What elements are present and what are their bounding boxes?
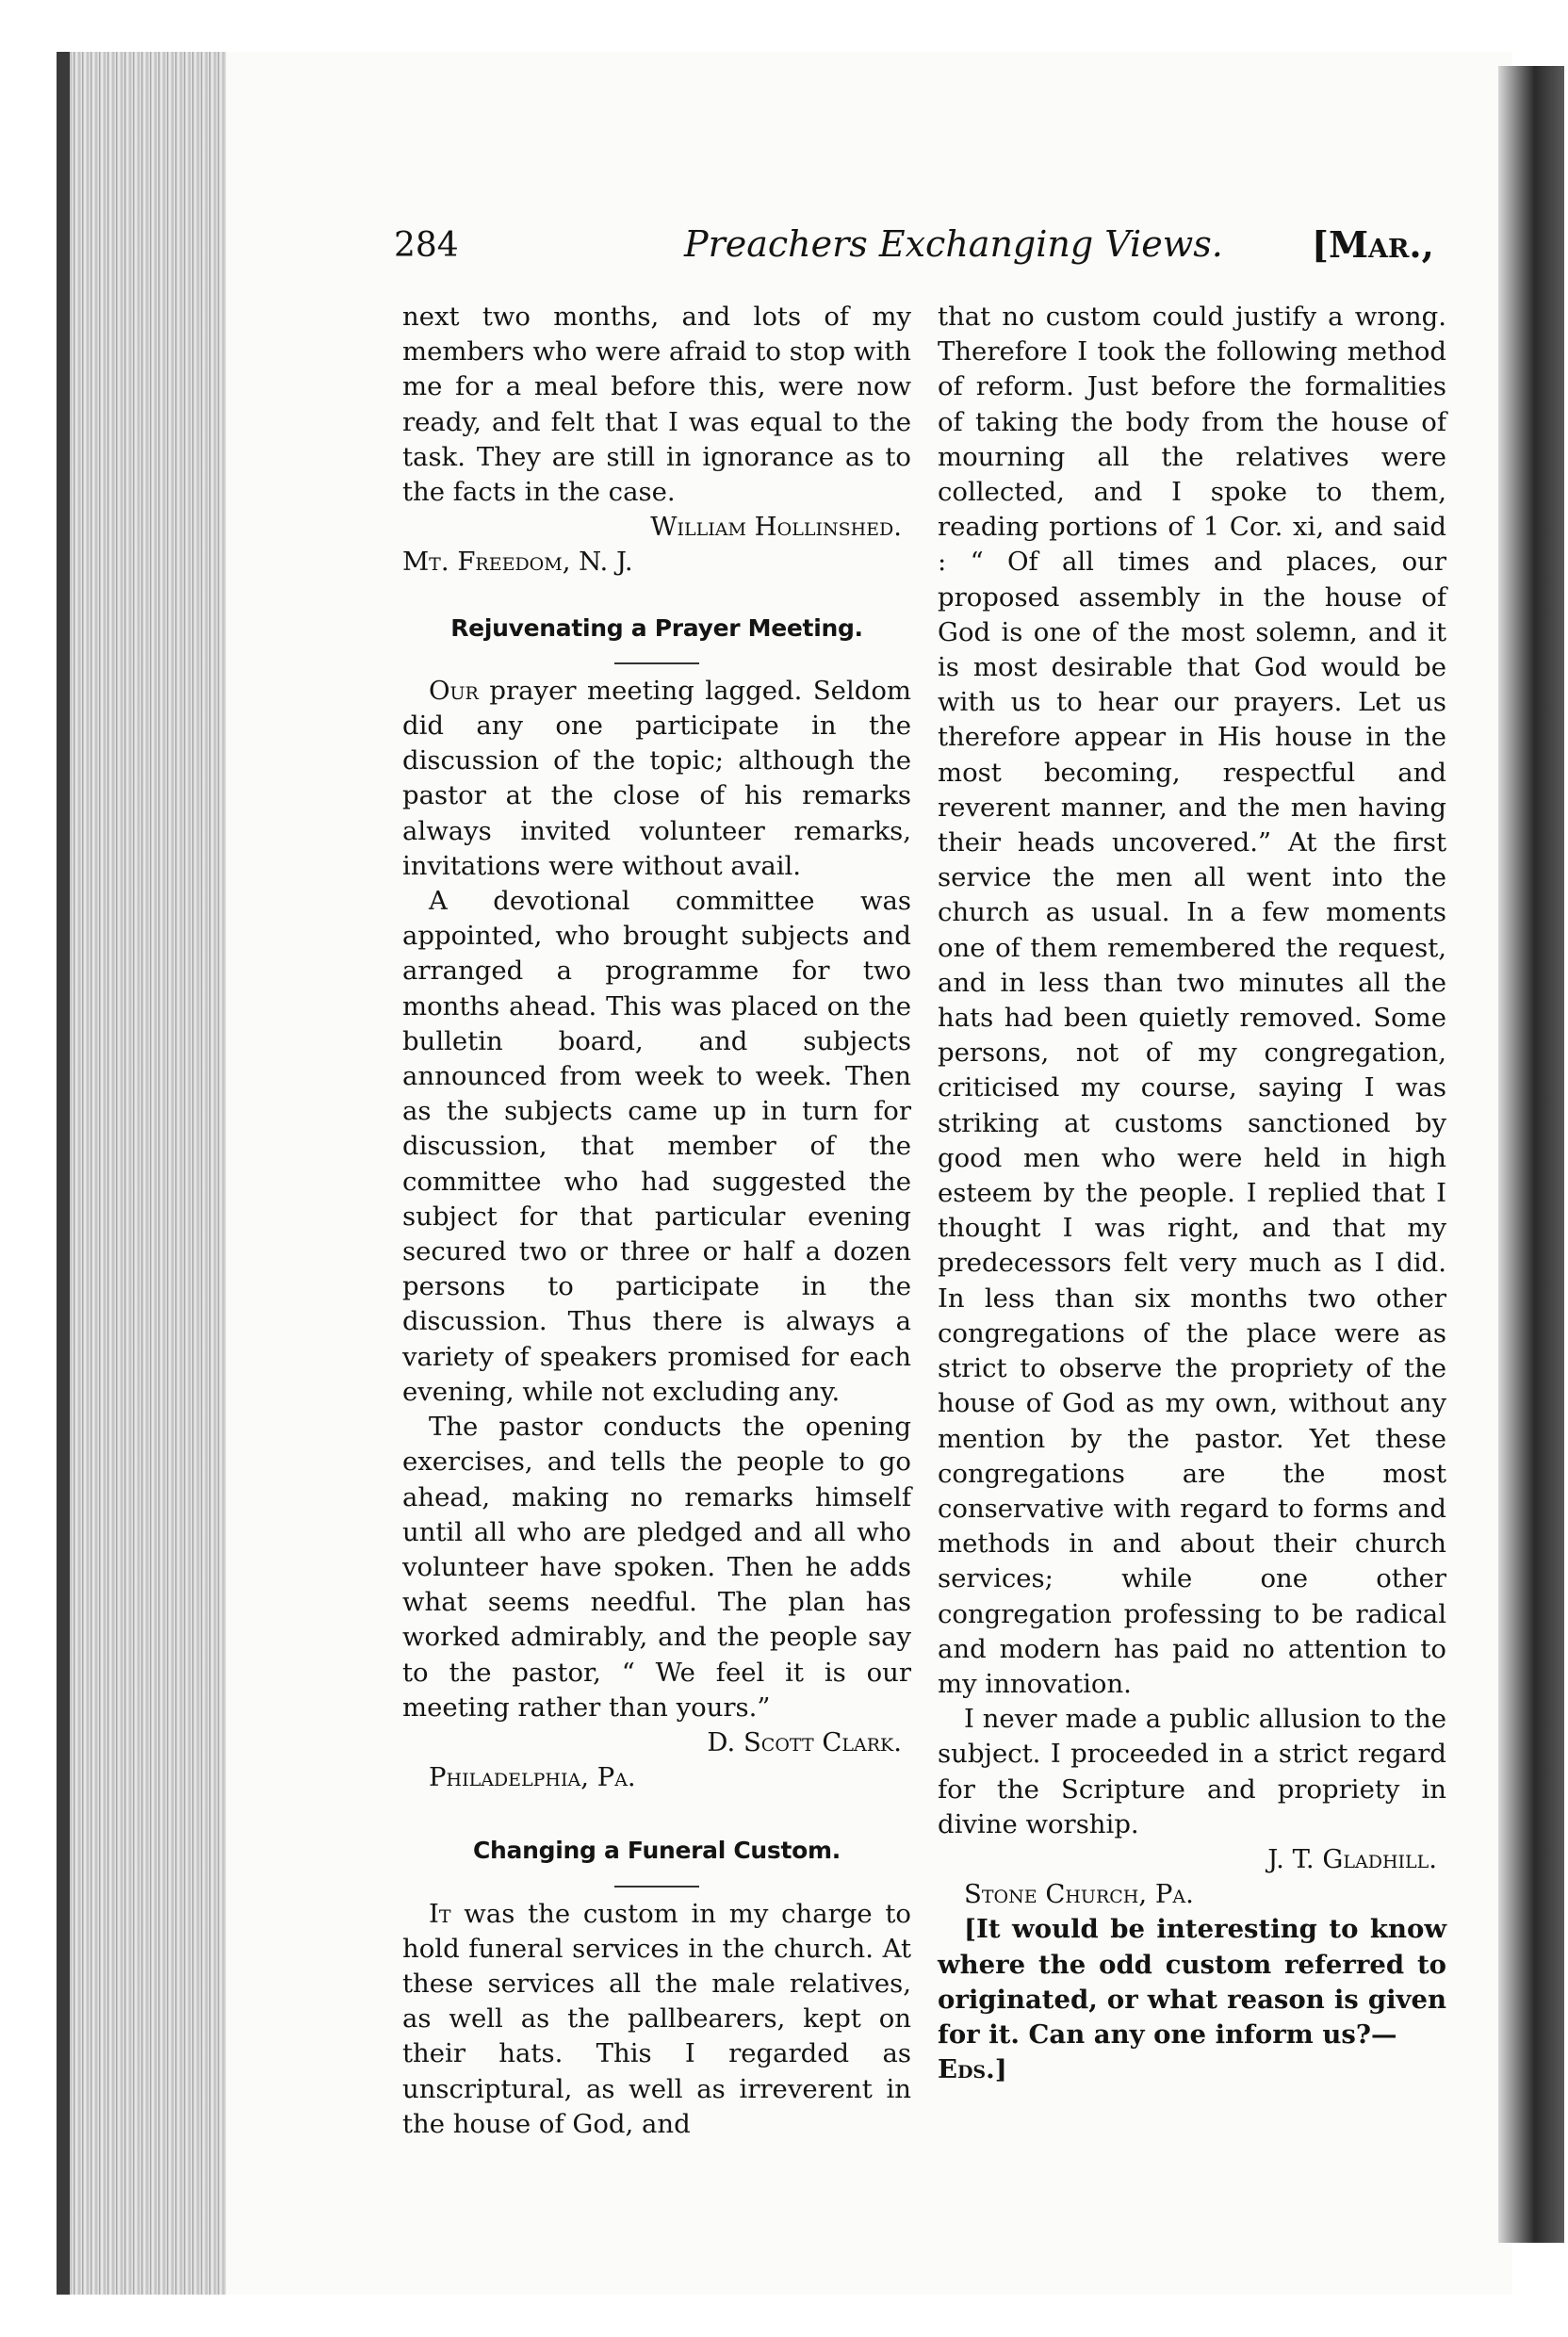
right-column bbox=[938, 300, 1446, 2087]
editor-note-text: [It would be interesting to know where the odd custom referred to originated, or what reason is given for it. Can any one inform us?— bbox=[938, 1914, 1446, 2050]
heading-prayer-meeting: Rejuvenating a Prayer Meeting. bbox=[450, 613, 863, 642]
heading-rule bbox=[614, 662, 699, 664]
heading-funeral-custom: Changing a Funeral Custom. bbox=[472, 1837, 841, 1865]
paragraph bbox=[402, 674, 911, 884]
signature-gladhill: J. T. Gladhill. bbox=[1267, 1843, 1437, 1874]
paragraph: The pastor conducts the opening exercises, and tells the people to go ahead, making no remarks himself until all who are pledged and all who volunteer have spoken. Then he adds what seems needful. The plan has worked admirably, and the people say to the pastor, “ We feel it is our meeting rather than yours.” bbox=[402, 1412, 911, 1723]
editor-note bbox=[938, 1912, 1446, 2087]
lead-word: Our bbox=[429, 675, 479, 706]
lead-word: It bbox=[429, 1898, 451, 1929]
left-column bbox=[402, 300, 911, 2142]
page-number: 284 bbox=[394, 226, 459, 265]
paragraph: A devotional committee was appointed, who brought subjects and arranged a programme for two months ahead. This was placed on the bulletin board, and subjects announced from week to week. Then as the subjects came up in turn for discussion, that member of the committee who had suggested the subject for that particular evening secured two or three or half a dozen persons to participate in the discussion. Thus there is always a variety of speakers promised for each evening, while not excluding any. bbox=[402, 886, 911, 1407]
page-edges bbox=[57, 52, 226, 2295]
gutter-shadow bbox=[1498, 66, 1564, 2243]
place-stone-church: Stone Church, Pa. bbox=[964, 1879, 1194, 1910]
heading-rule bbox=[614, 1886, 699, 1888]
paragraph-text: prayer meeting lagged. Seldom did any one participate in the discussion of the topic; although the pastor at the close of his remarks always invited volunteer remarks, invitations were without avail. bbox=[402, 675, 911, 881]
place-philadelphia: Philadelphia, Pa. bbox=[429, 1762, 636, 1793]
place-mt-freedom: Mt. Freedom, N. J. bbox=[402, 547, 633, 578]
paragraph-text: was the custom in my charge to hold funeral services in the church. At these services all the male relatives, as well as the pallbearers, kept on their hats. This I regarded as unscriptural, as well as irreverent in the house of God, and bbox=[402, 1898, 911, 2139]
cover-edge bbox=[57, 52, 70, 2295]
continuation-paragraph: next two months, and lots of my members who were afraid to stop with me for a meal before this, were now ready, and felt that I was equal to the task. They are still in ignorance as to the facts in the case. bbox=[402, 302, 911, 508]
running-title: Preachers Exchanging Views. bbox=[684, 223, 1223, 265]
paragraph: that no custom could justify a wrong. Therefore I took the following method of reform. Just before the formalities of taking the body from the house of mourning all the relatives were collected, and I spoke to them, reading portions of 1 Cor. xi, and said : “ Of all times and places, our proposed assembly in the house of God is one of the most solemn, and it is most desirable that God would be with us to hear our prayers. Let us therefore appear in His house in the most becoming, respectful and reverent manner, and the men having their heads uncovered.” At the first service the men all went into the church as usual. In a few moments one of them remembered the request, and in less than two minutes all the hats had been quietly removed. Some persons, not of my congregation, criticised my course, saying I was striking at customs sanctioned by good men who were held in high esteem by the people. I replied that I thought I was right, and that my predecessors felt very much as I did. In less than six months two other congregations of the place were as strict to observe the propriety of the house of God as my own, without any mention by the pastor. Yet these congregations are the most conservative with regard to forms and methods in and about their church services; while one other congregation professing to be radical and modern has paid no attention to my innovation. bbox=[938, 302, 1446, 1699]
running-month: [Mar., bbox=[1312, 223, 1434, 266]
signature-clark: D. Scott Clark. bbox=[707, 1726, 902, 1757]
signature-hollinshed: William Hollinshed. bbox=[650, 512, 902, 543]
editor-signature: Eds.] bbox=[938, 2054, 1007, 2085]
scan-margin bbox=[0, 0, 1568, 52]
paragraph: I never made a public allusion to the subject. I proceeded in a strict regard for the Scripture and propriety in divine worship. bbox=[938, 1704, 1446, 1839]
paragraph bbox=[402, 1897, 911, 2142]
